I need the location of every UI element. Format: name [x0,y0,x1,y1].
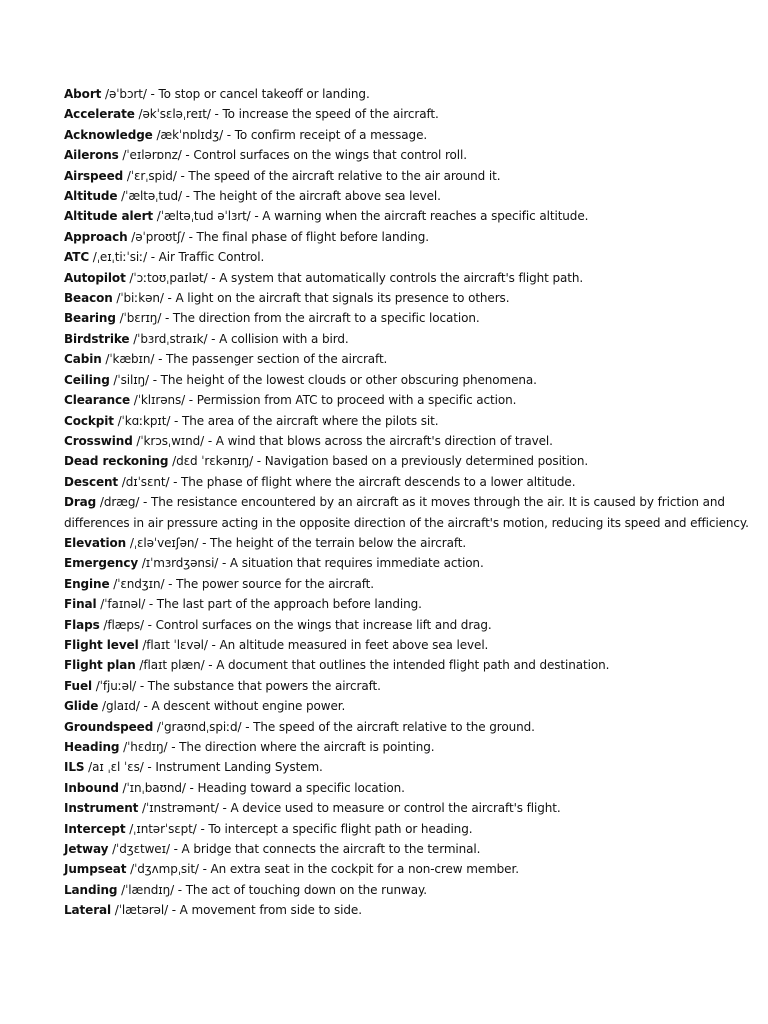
glossary-definition: /ˈhɛdɪŋ/ - The direction where the aircraft is pointing. [119,740,435,754]
glossary-definition: /ˈɛndʒɪn/ - The power source for the aircraft. [109,576,374,591]
glossary-definition: /ˈkɑːkpɪt/ - The area of the aircraft where the pilots sit. [113,413,439,428]
glossary-definition: /flaɪt ˈlɛvəl/ - An altitude measured in feet above sea level. [138,637,489,652]
glossary-term: Flight plan [64,658,136,673]
glossary-term: Engine [64,576,110,591]
glossary-definition: /ˈkæbɪn/ - The passenger section of the aircraft. [101,352,388,367]
glossary-entry [64,798,754,818]
glossary-term: Glide [64,699,99,714]
glossary-term: Drag [64,495,97,510]
glossary-definition: /ˈɪnˌbaʊnd/ - Heading toward a specific location. [118,780,405,795]
glossary-entry [64,676,754,696]
glossary-term: Descent [64,474,119,489]
glossary-term: Jumpseat [64,862,127,877]
glossary-definition: /ˈæltəˌtud əˈlɜrt/ - A warning when the aircraft reaches a specific altitude. [153,209,589,224]
glossary-term: Airspeed [64,168,124,183]
glossary-term: Intercept [64,821,126,836]
glossary-term: Cockpit [64,413,114,428]
glossary-entry [64,329,754,349]
glossary-definition: /ˈdʒɛtweɪ/ - A bridge that connects the aircraft to the terminal. [108,842,481,857]
glossary-term: Abort [64,87,102,101]
glossary-definition: /ˈæltəˌtud/ - The height of the aircraft above sea level. [117,189,441,204]
glossary-entry [64,696,754,716]
glossary-definition: /ˈbɜrdˌstraɪk/ - A collision with a bird. [129,331,349,346]
glossary-entry [64,655,754,675]
glossary-entry [64,472,754,492]
glossary-definition: /ˈklɪrəns/ - Permission from ATC to proceed with a specific action. [130,393,517,408]
glossary-term: Cabin [64,352,102,367]
glossary-entry [64,268,754,288]
glossary-definition: /ˈbiːkən/ - A light on the aircraft that signals its presence to others. [112,291,510,306]
glossary-term: Bearing [64,311,116,326]
glossary-term: Crosswind [64,433,133,448]
glossary-term: Landing [64,882,118,897]
glossary-entry [64,145,754,165]
glossary-term: Acknowledge [64,127,153,142]
glossary-entry [64,553,754,573]
glossary-term: Approach [64,229,128,244]
glossary-entry [64,227,754,247]
glossary-entry [64,411,754,431]
glossary-term: ATC [64,250,90,265]
glossary-definition: /ˌɛləˈveɪʃən/ - The height of the terrain below the aircraft. [126,535,467,550]
glossary-definition: /ækˈnɒlɪdʒ/ - To confirm receipt of a message. [152,127,428,142]
glossary-entry [64,839,754,859]
glossary-definition: /ˌɪntərˈsɛpt/ - To intercept a specific flight path or heading. [125,821,473,836]
glossary-entry [64,247,754,267]
glossary-term: Heading [64,740,120,754]
glossary-definition: /əˈproʊtʃ/ - The final phase of flight before landing. [127,229,429,244]
glossary-definition: /ˈsilɪŋ/ - The height of the lowest clouds or other obscuring phenomena. [109,372,537,387]
glossary-entry [64,84,754,104]
glossary-entry [64,308,754,328]
glossary-definition: /flaɪt plæn/ - A document that outlines the intended flight path and destination. [135,658,610,673]
glossary-term: Beacon [64,291,113,306]
glossary-definition: /ˈfaɪnəl/ - The last part of the approach before landing. [96,597,422,612]
glossary-entry [64,431,754,451]
glossary-term: Flaps [64,617,100,632]
glossary-term: Clearance [64,393,131,408]
glossary-entry [64,615,754,635]
glossary-entry [64,819,754,839]
glossary-definition: /ˈlætərəl/ - A movement from side to side. [111,903,362,918]
glossary-term: Altitude [64,189,118,204]
glossary-term: Flight level [64,637,139,652]
glossary-entry [64,574,754,594]
glossary-entry [64,370,754,390]
glossary-term: Elevation [64,535,127,550]
glossary-definition: /ˈdʒʌmpˌsit/ - An extra seat in the cockpit for a non-crew member. [126,862,519,877]
glossary-entry [64,635,754,655]
glossary-entry [64,166,754,186]
glossary-entry [64,104,754,124]
glossary-entry [64,880,754,900]
glossary-definition: /ˈlændɪŋ/ - The act of touching down on the runway. [117,882,427,897]
glossary-definition: /ɪˈmɜrdʒənsi/ - A situation that requires immediate action. [138,556,484,571]
glossary-definition: /ˈkrɔsˌwɪnd/ - A wind that blows across the aircraft's direction of travel. [132,433,553,448]
glossary-term: ILS [64,760,85,775]
glossary-entry [64,533,754,553]
glossary-term: Inbound [64,780,119,795]
glossary-entry [64,900,754,920]
glossary-definition: /ˈgraʊndˌspiːd/ - The speed of the aircraft relative to the ground. [153,719,535,734]
glossary-term: Lateral [64,903,112,918]
glossary-definition: /dræg/ - The resistance encountered by an aircraft as it moves through the air. It is caused by friction and differences in air pressure acting in the opposite direction of the aircraft's motion, reducing its speed and efficiency. [64,495,749,530]
glossary-definition: /əkˈsɛləˌreɪt/ - To increase the speed of the aircraft. [134,107,439,122]
glossary-definition: /glaɪd/ - A descent without engine power. [98,699,346,714]
glossary-term: Accelerate [64,107,135,122]
glossary-term: Autopilot [64,270,126,285]
glossary-entry [64,778,754,798]
glossary-term: Altitude alert [64,209,154,224]
glossary-term: Instrument [64,801,139,816]
glossary-entry [64,451,754,471]
glossary-term: Emergency [64,556,139,571]
glossary-entry [64,349,754,369]
glossary-definition: /ˈɔːtoʊˌpaɪlət/ - A system that automatically controls the aircraft's flight path. [125,270,584,285]
glossary-definition: /flæps/ - Control surfaces on the wings that increase lift and drag. [99,617,492,632]
glossary-definition: /əˈbɔrt/ - To stop or cancel takeoff or landing. [101,87,370,101]
glossary-definition: /ˈɪnstrəmənt/ - A device used to measure or control the aircraft's flight. [138,801,561,816]
glossary-entry [64,859,754,879]
glossary-term: Ailerons [64,148,119,163]
glossary-definition: /dɛd ˈrɛkənɪŋ/ - Navigation based on a previously determined position. [168,454,589,469]
glossary-term: Ceiling [64,372,110,387]
glossary-entry [64,492,754,533]
glossary-entry [64,594,754,614]
glossary-definition: /aɪ ˌɛl ˈɛs/ - Instrument Landing System. [84,760,323,775]
glossary-term: Final [64,597,97,612]
glossary-entry [64,390,754,410]
glossary-term: Fuel [64,678,92,693]
glossary-term: Birdstrike [64,331,130,346]
glossary-definition: /ˈɛrˌspid/ - The speed of the aircraft relative to the air around it. [123,168,501,183]
glossary-definition: /dɪˈsɛnt/ - The phase of flight where the aircraft descends to a lower altitude. [118,474,576,489]
glossary-definition: /ˌeɪˌtiːˈsiː/ - Air Traffic Control. [89,250,265,265]
glossary-term: Dead reckoning [64,454,169,469]
glossary-term: Groundspeed [64,719,154,734]
glossary-definition: /ˈfjuːəl/ - The substance that powers the aircraft. [92,678,381,693]
glossary-term: Jetway [64,842,109,857]
glossary-definition: /ˈbɛrɪŋ/ - The direction from the aircraft to a specific location. [115,311,480,326]
glossary-entry [64,288,754,308]
glossary-entry [64,737,754,757]
glossary-entry [64,125,754,145]
glossary-entry [64,757,754,777]
glossary-entry [64,717,754,737]
glossary-entry [64,186,754,206]
glossary-entry [64,206,754,226]
glossary-list [64,84,754,921]
glossary-definition: /ˈeɪlərɒnz/ - Control surfaces on the wings that control roll. [118,148,467,163]
